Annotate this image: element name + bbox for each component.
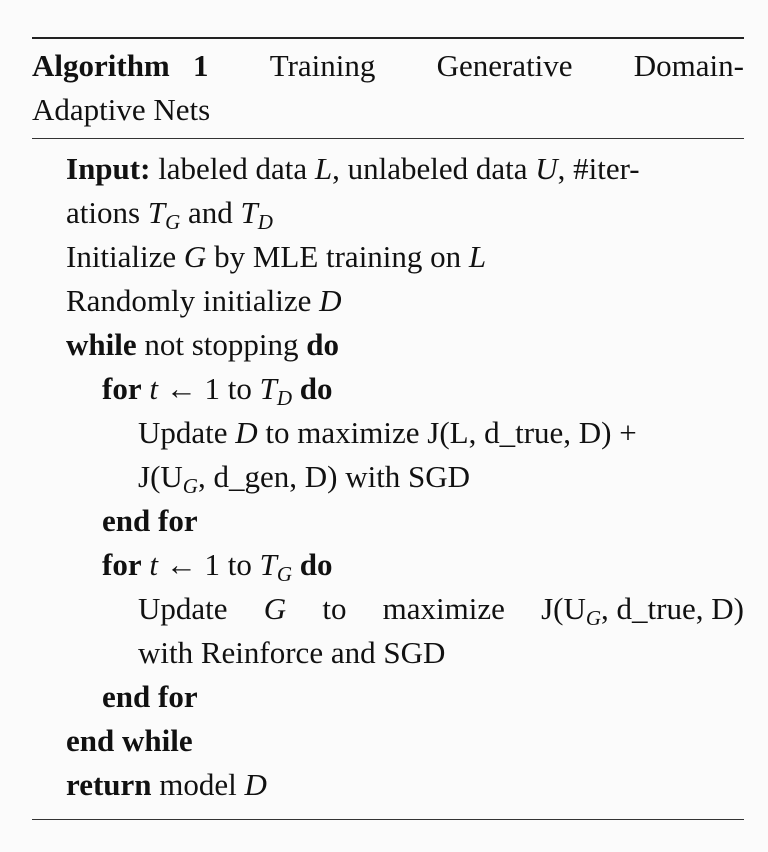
init-g-line: Initialize G by MLE training on L (66, 239, 487, 274)
title-line-1 (32, 44, 744, 88)
update-d-line: Update D to maximize J(L, d_true, D) + (138, 415, 637, 450)
return-line: return model D (66, 767, 267, 802)
end-for-line: end for (102, 679, 198, 714)
end-for-line: end for (102, 503, 198, 538)
update-d-line-cont: $J(U_G$, d_gen, D) with SGD (138, 459, 471, 498)
algorithm-label: Algorithm 1 (32, 48, 209, 83)
input-line-cont: ations $T_G$ and $T_D$ (66, 195, 273, 234)
update-g-line-cont: with Reinforce and SGD (138, 635, 446, 670)
algorithm-box (32, 37, 744, 820)
end-while-line: end while (66, 723, 193, 758)
init-d-line: Randomly initialize D (66, 283, 342, 318)
title-line-2: Adaptive Nets (32, 92, 211, 127)
algorithm-body (32, 139, 744, 819)
algorithm-title (32, 39, 744, 138)
update-g-line: Update G to maximize $J(U_G$, d_true, D) (138, 591, 744, 630)
title-word: Domain- (633, 48, 744, 83)
for-g-line: for t ← 1 to $T_G$ do (102, 547, 333, 586)
bottom-rule (32, 819, 744, 820)
for-d-line: for t ← 1 to $T_D$ do (102, 371, 333, 410)
title-word: Generative (436, 48, 573, 83)
title-word: Training (269, 48, 376, 83)
while-line: while not stopping do (66, 327, 340, 362)
input-line: Input: labeled data L, unlabeled data U, #iter- (66, 151, 640, 186)
